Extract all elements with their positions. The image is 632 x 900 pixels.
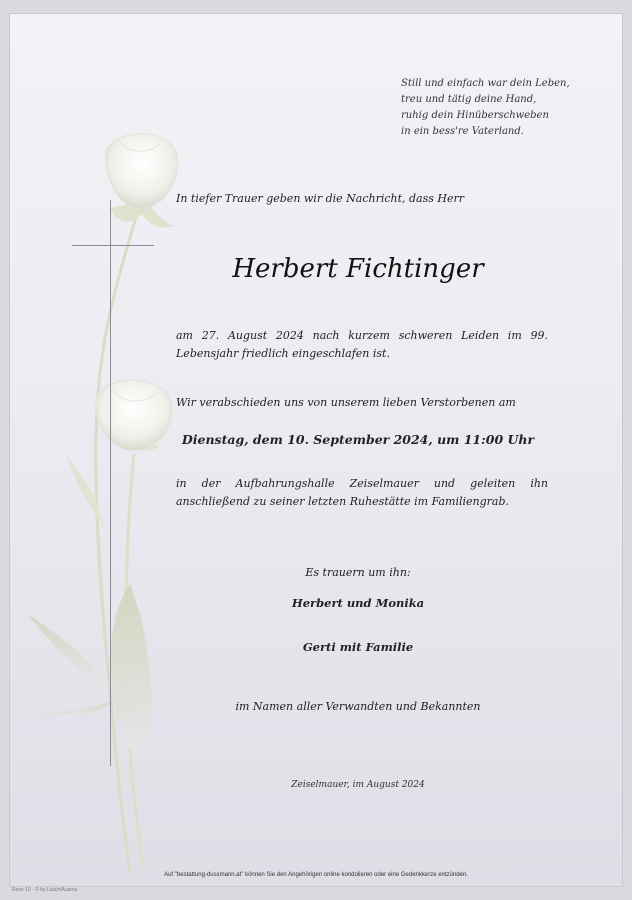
intro-text: In tiefer Trauer geben wir die Nachricht, dass Herr [176, 192, 465, 205]
ceremony-date: Dienstag, dem 10. September 2024, um 11:00 Uhr [181, 432, 535, 447]
cross-vertical-line [110, 200, 111, 766]
death-notice: am 27. August 2024 nach kurzem schweren Leiden im 99. Lebensjahr friedlich eingeschlafen ist. [176, 329, 548, 360]
mourners-intro: Es trauern um ihn: [305, 566, 411, 579]
image-credit: Rose 10 - © by Lüsch/Austria [12, 887, 78, 893]
deceased-name: Herbert Fichtinger [232, 254, 484, 284]
poem-line: ruhig dein Hinüberschweben [401, 110, 549, 121]
mourner-name: Herbert und Monika [291, 596, 425, 610]
poem [401, 76, 570, 140]
obituary-card [10, 14, 622, 886]
relatives-text: im Namen aller Verwandten und Bekannten [235, 700, 481, 713]
poem-line: Still und einfach war dein Leben, [401, 78, 570, 89]
mourner-name: Gerti mit Familie [302, 640, 414, 654]
cross-horizontal-line [72, 245, 154, 246]
poem-line: treu und tätig deine Hand, [401, 94, 537, 105]
ceremony-details: in der Aufbahrungshalle Zeiselmauer und geleiten ihn anschließend zu seiner letzten Ruhestätte im Familiengrab. [176, 477, 548, 508]
footer-note: Auf "bestattung-dussmann.at" können Sie den Angehörigen online kondolieren oder eine Gedenkkerze entzünden. [164, 872, 468, 878]
place-date: Zeiselmauer, im August 2024 [291, 780, 425, 790]
farewell-text: Wir verabschieden uns von unserem lieben Verstorbenen am [176, 396, 516, 409]
poem-line: in ein bess're Vaterland. [401, 126, 524, 137]
